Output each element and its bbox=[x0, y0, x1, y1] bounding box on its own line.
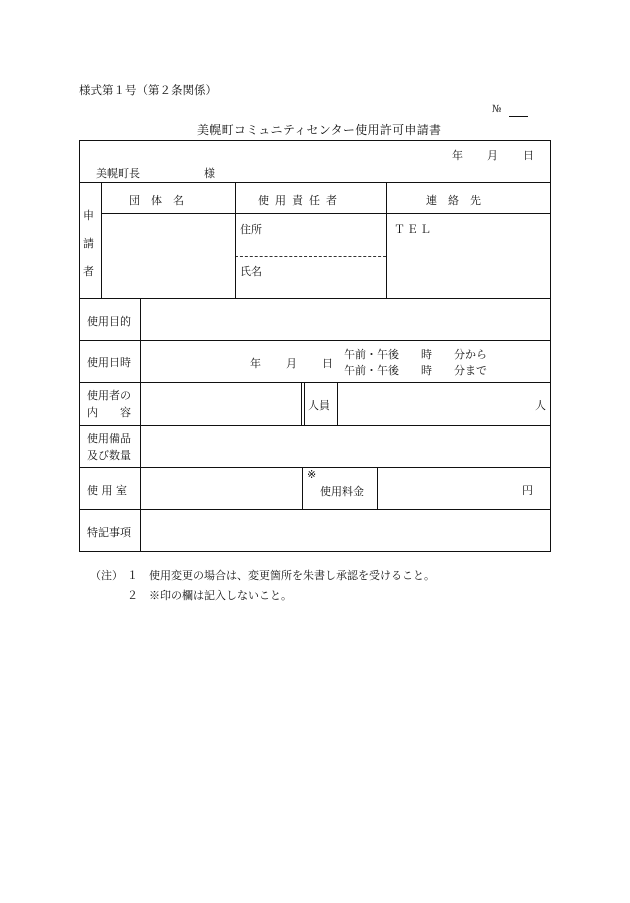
col-divider-fee bbox=[302, 467, 303, 509]
address-name-divider bbox=[235, 256, 386, 257]
note-2-number: ２ bbox=[127, 589, 138, 602]
date-year-label: 年 bbox=[452, 149, 463, 162]
date-day-label: 日 bbox=[523, 149, 534, 162]
room-label: 使 用 室 bbox=[87, 484, 127, 497]
number-field-line[interactable] bbox=[509, 116, 528, 117]
remarks-field[interactable] bbox=[141, 510, 549, 550]
address-label: 住所 bbox=[240, 223, 262, 236]
note-2-text: ※印の欄は記入しないこと。 bbox=[149, 589, 292, 602]
name-label: 氏名 bbox=[240, 265, 262, 278]
col-divider-headcount-a bbox=[301, 382, 302, 425]
datetime-label: 使用日時 bbox=[87, 356, 131, 369]
note-1-text: 使用変更の場合は、変更箇所を朱書し承認を受けること。 bbox=[149, 569, 435, 582]
applicant-char-2: 請 bbox=[83, 237, 94, 250]
headcount-label: 人員 bbox=[308, 399, 330, 412]
headcount-field[interactable] bbox=[338, 383, 528, 424]
purpose-field[interactable] bbox=[141, 299, 549, 339]
time-from: 午前・午後 時 分から bbox=[344, 348, 487, 361]
equipment-label-line1: 使用備品 bbox=[87, 432, 131, 445]
note-1-number: １ bbox=[127, 569, 138, 582]
notes-prefix: （注） bbox=[90, 569, 123, 582]
fee-mark: ※ bbox=[307, 468, 317, 481]
group-name-field[interactable] bbox=[102, 214, 234, 297]
fee-label: 使用料金 bbox=[320, 485, 364, 498]
applicant-char-1: 申 bbox=[83, 209, 94, 222]
time-to: 午前・午後 時 分まで bbox=[344, 364, 487, 377]
datetime-year: 年 bbox=[250, 357, 261, 370]
tel-label: ＴＥＬ bbox=[394, 223, 433, 236]
col-divider-responsible bbox=[386, 182, 387, 298]
equipment-field[interactable] bbox=[141, 426, 549, 466]
addressee: 美幌町長 bbox=[96, 167, 140, 180]
honorific: 様 bbox=[204, 167, 215, 180]
application-form-table bbox=[79, 140, 551, 552]
column-header-group-name: 団 体 名 bbox=[129, 194, 184, 207]
number-label: № bbox=[492, 104, 502, 115]
datetime-month: 月 bbox=[286, 357, 297, 370]
column-header-responsible: 使用責任者 bbox=[258, 194, 343, 207]
col-divider-fee-value bbox=[377, 467, 378, 509]
applicant-char-3: 者 bbox=[83, 265, 94, 278]
purpose-label: 使用目的 bbox=[87, 315, 131, 328]
equipment-label-line2: 及び数量 bbox=[87, 449, 131, 462]
room-field[interactable] bbox=[141, 468, 301, 508]
remarks-label: 特記事項 bbox=[87, 526, 131, 539]
user-content-label-line2: 内 容 bbox=[87, 406, 131, 419]
headcount-unit: 人 bbox=[535, 399, 546, 412]
row-divider-purpose bbox=[80, 340, 550, 341]
form-number: 様式第１号（第２条関係） bbox=[79, 83, 217, 97]
date-month-label: 月 bbox=[487, 149, 498, 162]
col-divider-group bbox=[235, 182, 236, 298]
datetime-day: 日 bbox=[322, 357, 333, 370]
column-header-contact: 連 絡 先 bbox=[426, 194, 481, 207]
user-content-label-line1: 使用者の bbox=[87, 389, 131, 402]
fee-unit: 円 bbox=[522, 484, 533, 497]
col-divider-headcount-b bbox=[304, 382, 305, 425]
user-content-field[interactable] bbox=[141, 383, 300, 424]
document-title: 美幌町コミュニティセンター使用許可申請書 bbox=[197, 123, 442, 137]
row-divider-date bbox=[80, 182, 550, 183]
